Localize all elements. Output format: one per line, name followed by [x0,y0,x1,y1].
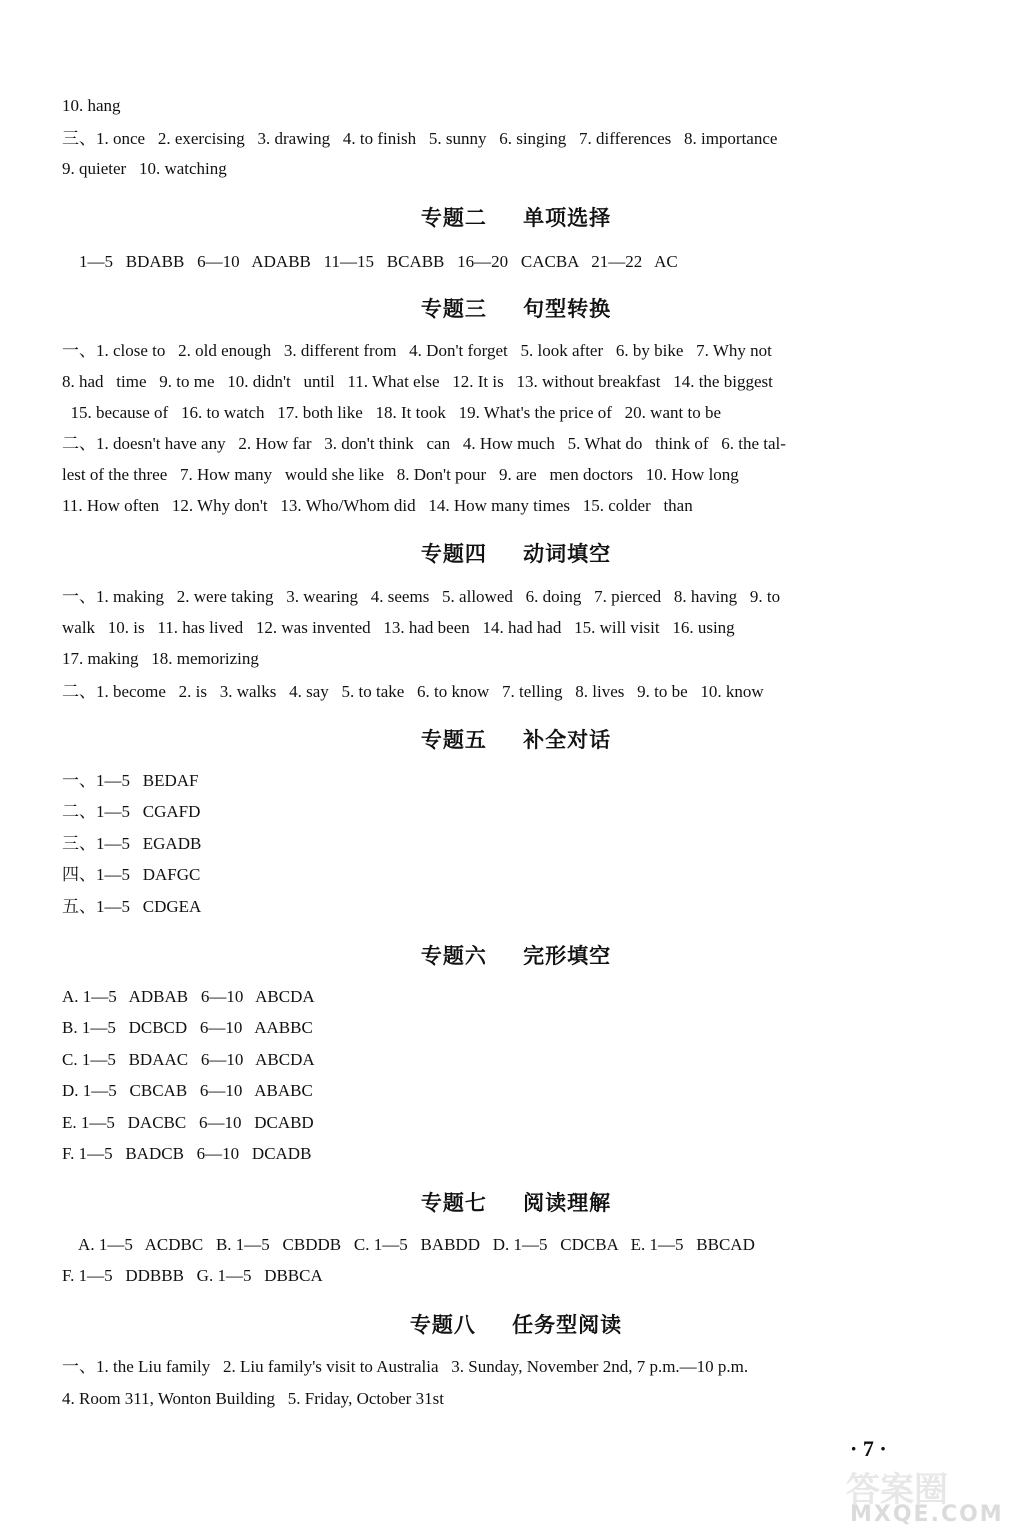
text-line: E. 1—5 DACBC 6—10 DCABD [62,1113,314,1132]
text-line: 二、1. become 2. is 3. walks 4. say 5. to take 6. to know 7. telling 8. lives 9. to be 10. know [62,682,764,701]
section-heading: 专题三 句型转换 [420,297,612,321]
text-line: 17. making 18. memorizing [62,649,259,668]
section-heading: 专题八 任务型阅读 [409,1313,623,1337]
text-line: F. 1—5 BADCB 6—10 DCADB [62,1144,312,1163]
text-line: A. 1—5 ADBAB 6—10 ABCDA [62,987,315,1006]
text-line: A. 1—5 ACDBC B. 1—5 CBDDB C. 1—5 BABDD D. 1—5 CDCBA E. 1—5 BBCAD [62,1235,755,1254]
text-line: 9. quieter 10. watching [62,159,227,178]
text-line: 五、1—5 CDGEA [62,897,202,916]
watermark-logo-text: 答案圈 [846,1470,948,1510]
text-line: 11. How often 12. Why don't 13. Who/Whom did 14. How many times 15. colder than [62,496,693,515]
text-line: walk 10. is 11. has lived 12. was invented 13. had been 14. had had 15. will visit 16. using [62,618,735,637]
text-line: 4. Room 311, Wonton Building 5. Friday, October 31st [62,1389,444,1408]
page-number: · 7 · [850,1436,887,1461]
text-line: 10. hang [62,96,121,115]
text-line: 一、1. close to 2. old enough 3. different from 4. Don't forget 5. look after 6. by bike 7. Why not [62,341,772,360]
text-line: 三、1. once 2. exercising 3. drawing 4. to finish 5. sunny 6. singing 7. differences 8. importance [62,129,778,148]
text-line: 三、1—5 EGADB [62,834,202,853]
text-line: F. 1—5 DDBBB G. 1—5 DBBCA [62,1266,323,1285]
section-heading: 专题六 完形填空 [420,944,612,968]
section-heading: 专题二 单项选择 [420,206,612,230]
section-heading: 专题五 补全对话 [420,728,612,752]
text-line: 一、1—5 BEDAF [62,771,199,790]
section-heading: 专题四 动词填空 [420,542,612,566]
watermark-url: MXQE.COM [850,1502,1004,1527]
watermark-logo [838,1462,1018,1532]
text-line: 1—5 BDABB 6—10 ADABB 11—15 BCABB 16—20 CACBA 21—22 AC [62,252,678,271]
text-line: 二、1—5 CGAFD [62,802,201,821]
text-line: 8. had time 9. to me 10. didn't until 11. What else 12. It is 13. without breakfast 14. the biggest [62,372,773,391]
text-line: 一、1. making 2. were taking 3. wearing 4. seems 5. allowed 6. doing 7. pierced 8. having 9. to [62,587,781,606]
text-line: B. 1—5 DCBCD 6—10 AABBC [62,1018,313,1037]
text-line: lest of the three 7. How many would she like 8. Don't pour 9. are men doctors 10. How long [62,465,739,484]
text-line: 15. because of 16. to watch 17. both like 18. It took 19. What's the price of 20. want to be [62,403,721,422]
text-line: D. 1—5 CBCAB 6—10 ABABC [62,1081,313,1100]
text-line: 二、1. doesn't have any 2. How far 3. don't think can 4. How much 5. What do think of 6. the tal- [62,434,786,453]
text-line: C. 1—5 BDAAC 6—10 ABCDA [62,1050,315,1069]
section-heading: 专题七 阅读理解 [420,1191,612,1215]
text-line: 四、1—5 DAFGC [62,865,201,884]
text-line: 一、1. the Liu family 2. Liu family's visit to Australia 3. Sunday, November 2nd, 7 p.m.—10 p.m. [62,1357,749,1376]
